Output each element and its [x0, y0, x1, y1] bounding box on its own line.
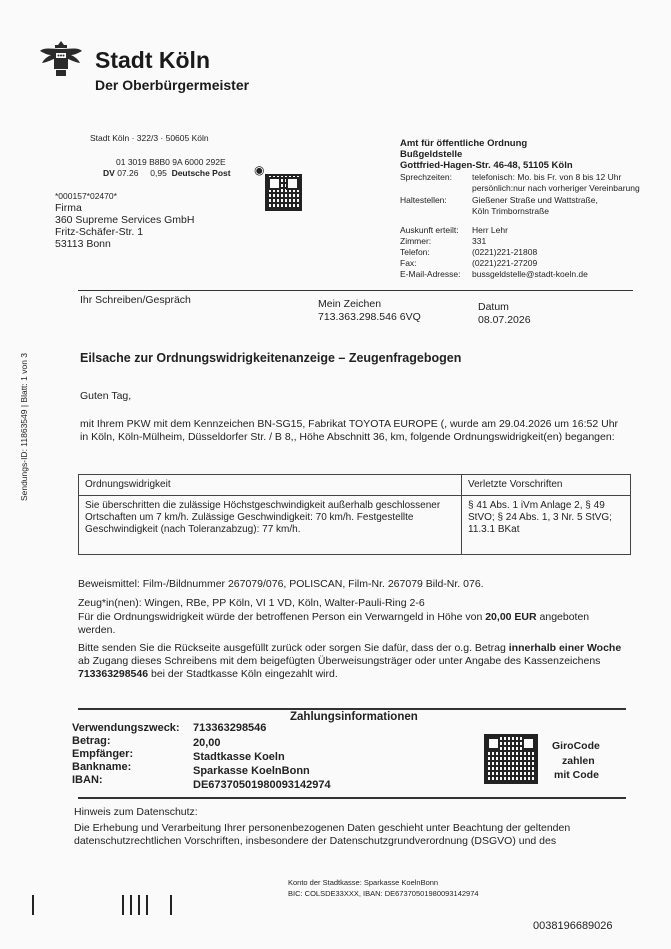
- violation-col-header: Ordnungswidrigkeit: [79, 475, 462, 496]
- payment-top-rule: [78, 708, 626, 710]
- stops-line-2: Köln Trimbornstraße: [472, 206, 549, 216]
- payee-label: Empfänger:: [72, 748, 134, 760]
- stops-label: Haltestellen:: [400, 195, 447, 205]
- request-text-mid: ab Zugang dieses Schreibens mit dem beigefügten Überweisungsträger oder unter Angabe des Kassenzeichens: [78, 655, 601, 667]
- request-text-post: bei der Stadtkasse Köln eingezahlt wird.: [148, 668, 338, 680]
- witnesses-text: Zeug*in(nen): Wingen, RBe, PP Köln, VI 1 VD, Köln, Walter-Pauli-Ring 2-6: [78, 597, 425, 609]
- room-value: 331: [472, 236, 487, 246]
- iban-label: IBAN:: [72, 774, 103, 786]
- bank-label: Bankname:: [72, 761, 132, 773]
- postage-carrier: Deutsche Post: [171, 168, 231, 178]
- amount-value: 20,00: [193, 737, 221, 749]
- intro-paragraph: mit Ihrem PKW mit dem Kennzeichen BN-SG15, Fabrikat TOYOTA EUROPE (, wurde am 29.04.2026 um 16:52 Uhr in Köln, Köln-Mülheim, Düsseldorfer Str. / B 8,, Höhe Abschnitt 36, km, folgende Ordnungswidrigkeit(en) begangen:: [80, 418, 619, 443]
- girocode-label-1: GiroCode: [552, 740, 600, 752]
- greeting: Guten Tag,: [80, 390, 132, 402]
- fine-text-pre: Für die Ordnungswidrigkeit würde der betroffenen Person ein Verwarngeld in Höhe von: [78, 611, 486, 623]
- info-value: Herr Lehr: [472, 225, 508, 235]
- recipient-line-2: 360 Supreme Services GmbH: [55, 214, 195, 226]
- phone-value: (0221)221-21808: [472, 247, 538, 257]
- email-label: E-Mail-Adresse:: [400, 269, 461, 279]
- info-label: Auskunft erteilt:: [400, 225, 459, 235]
- postage-amount: 0,95: [150, 168, 167, 178]
- iban-value: DE67370501980093142974: [193, 779, 331, 791]
- violation-description: Sie überschritten die zulässige Höchstgeschwindigkeit außerhalb geschlossener Ortschaften um 7 km/h. Zulässige Geschwindigkeit: 70 km/h. Festgestellte Geschwindigkeit (nach Toleranzabzug): 77 km/h.: [79, 496, 462, 555]
- city-crest-logo: [38, 37, 84, 81]
- fax-label: Fax:: [400, 258, 417, 268]
- hours-line-1: telefonisch: Mo. bis Fr. von 8 bis 12 Uhr: [472, 172, 622, 182]
- fine-paragraph: [78, 611, 626, 637]
- violation-table: [78, 474, 631, 555]
- recipient-line-4: 53113 Bonn: [55, 238, 111, 250]
- date-value: 08.07.2026: [478, 314, 531, 326]
- bank-value: Sparkasse KoelnBonn: [193, 765, 310, 777]
- post-horn-icon: ◉: [254, 163, 265, 177]
- our-ref-label: Mein Zeichen: [318, 298, 382, 310]
- phone-label: Telefon:: [400, 247, 430, 257]
- purpose-value: 713363298546: [193, 722, 267, 734]
- recipient-ref: *000157*02470*: [55, 191, 117, 201]
- recipient-line-1: Firma: [55, 202, 82, 214]
- postage-line: [103, 168, 231, 178]
- email-value: bussgeldstelle@stadt-koeln.de: [472, 269, 588, 279]
- hours-line-2: persönlich:nur nach vorheriger Vereinbarung: [472, 183, 640, 193]
- girocode-qr: [484, 734, 538, 784]
- payment-bottom-rule: [78, 797, 626, 799]
- postage-dv: DV: [103, 168, 115, 178]
- girocode-label-3: mit Code: [554, 769, 599, 781]
- payee-value: Stadtkasse Koeln: [193, 751, 285, 763]
- request-deadline: innerhalb einer Woche: [508, 642, 622, 654]
- fine-text-post: angeboten werden.: [78, 611, 590, 636]
- request-text-pre: Bitte senden Sie die Rückseite ausgefüllt zurück oder sorgen Sie dafür, dass der o.g. Betrag: [78, 642, 509, 654]
- our-ref-value: 713.363.298.546 6VQ: [318, 311, 421, 323]
- violated-regulations: § 41 Abs. 1 iVm Anlage 2, § 49 StVO; § 24 Abs. 1, 3 Nr. 5 StVG; 11.3.1 BKat: [462, 496, 631, 555]
- request-paragraph: [78, 642, 626, 681]
- date-label: Datum: [478, 301, 509, 313]
- document-number: 0038196689026: [533, 920, 613, 932]
- privacy-text: Die Erhebung und Verarbeitung Ihrer personenbezogenen Daten geschieht unter Beachtung der geltenden datenschutzrechtlichen Vorschriften, insbesondere der Datenschutzgrundverordnung (DSGVO) und des: [74, 822, 571, 847]
- postage-code: 01 3019 B8B0 9A 6000 292E: [116, 157, 226, 167]
- authority-street: Gottfried-Hagen-Str. 46-48, 51105 Köln: [400, 160, 573, 171]
- stops-line-1: Gießener Straße und Wattstraße,: [472, 195, 598, 205]
- evidence-text: Beweismittel: Film-/Bildnummer 267079/076, POLISCAN, Film-Nr. 267079 Bild-Nr. 076.: [78, 578, 484, 590]
- request-reference: 713363298546: [78, 668, 149, 680]
- your-letter-label: Ihr Schreiben/Gespräch: [80, 294, 191, 306]
- reference-divider: [78, 290, 633, 291]
- footer-bic-iban: BIC: COLSDE33XXX, IBAN: DE67370501980093142974: [288, 889, 479, 898]
- shipment-id-note: Sendungs-ID: 11863549 | Blatt: 1 von 3: [19, 352, 29, 502]
- purpose-label: Verwendungszweck:: [72, 722, 180, 734]
- payment-heading: Zahlungsinformationen: [290, 711, 418, 723]
- sender-line: Stadt Köln · 322/3 · 50605 Köln: [90, 133, 209, 143]
- subject-heading: Eilsache zur Ordnungswidrigkeitenanzeige – Zeugenfragebogen: [80, 351, 462, 365]
- girocode-label-2: zahlen: [562, 755, 595, 767]
- postage-date: 07.26: [117, 168, 139, 178]
- room-label: Zimmer:: [400, 236, 432, 246]
- authority-office: Amt für öffentliche Ordnung: [400, 138, 528, 149]
- hours-label: Sprechzeiten:: [400, 172, 452, 182]
- fine-amount: 20,00 EUR: [485, 611, 537, 623]
- privacy-heading: Hinweis zum Datenschutz:: [74, 806, 198, 818]
- amount-label: Betrag:: [72, 735, 111, 747]
- footer-account: Konto der Stadtkasse: Sparkasse KoelnBonn: [288, 878, 439, 887]
- mayor-title: Der Oberbürgermeister: [95, 77, 250, 93]
- barcode-marks: [30, 893, 180, 917]
- city-name: Stadt Köln: [95, 47, 210, 73]
- recipient-line-3: Fritz-Schäfer-Str. 1: [55, 226, 144, 238]
- fax-value: (0221)221-27209: [472, 258, 538, 268]
- authority-unit: Bußgeldstelle: [400, 149, 463, 160]
- postage-matrix-code: [265, 174, 302, 211]
- regulations-col-header: Verletzte Vorschriften: [462, 475, 631, 496]
